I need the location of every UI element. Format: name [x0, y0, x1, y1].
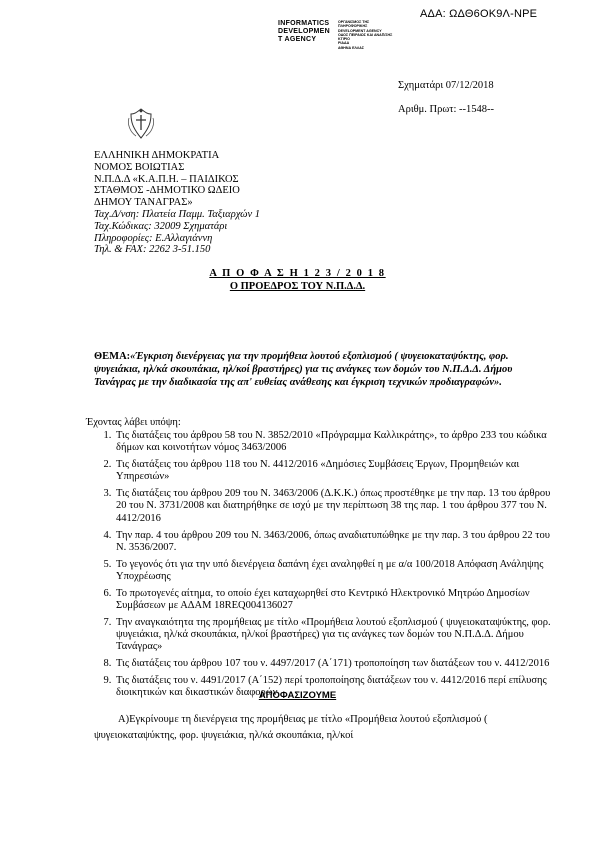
header-line: ΣΤΑΘΜΟΣ -ΔΗΜΟΤΙΚΟ ΩΔΕΙΟ: [94, 185, 240, 197]
subject-label: ΘΕΜΑ:: [94, 351, 131, 362]
postal-code-line: Ταχ.Κώδικας: 32009 Σχηματάρι: [94, 220, 228, 232]
phone-fax-line: Τηλ. & FAX: 2262 3-51.150: [94, 244, 211, 256]
considerations-intro: Έχοντας λάβει υπόψη:: [86, 417, 181, 428]
header-line: Ν.Π.Δ.Δ «Κ.Α.Π.Η. – ΠΑΙΔΙΚΟΣ: [94, 173, 239, 185]
protocol-number: Αριθμ. Πρωτ: --1548--: [398, 104, 495, 115]
logo-greek-text: ΟΡΓΑΝΙΣΜΟΣ ΤΗΣ ΠΛΗΡΟΦΟΡΙΚΗΣ DEVELOPMENT AGENCY ΟΔΟΣ ΠΕΙΡΑΙΩΣ ΚΑΙ ΑΝΑΠ/ΣΗΣ ΚΤΙΡΙΟ ΡΙΑΔΑ ΑΘΗΝΑ ΕΛΛΑΣ: [338, 20, 393, 50]
info-contact-line: Πληροφορίες: Ε.Αλλαγιάννη: [94, 232, 213, 244]
header-line: ΝΟΜΟΣ ΒΟΙΩΤΙΑΣ: [94, 161, 185, 173]
decision-number: Α Π Ο Φ Α Σ Η 1 2 3 / 2 0 1 8: [209, 268, 386, 279]
document-date: Σχηματάρι 07/12/2018: [398, 80, 494, 91]
header-line: ΕΛΛΗΝΙΚΗ ΔΗΜΟΚΡΑΤΙΑ: [94, 150, 220, 161]
logo-english-text: INFORMATICS DEVELOPMEN T AGENCY: [278, 20, 331, 43]
decision-paragraph: Α)Εγκρίνουμε τη διενέργεια της προμήθειας με τίτλο «Προμήθεια λουτού εξοπλισμού ( ψυγειοκαταψύκτης, φορ. ψυγειάκια, ηλ/κά σκουπάκια, ηλ/κοί: [94, 714, 488, 741]
list-item: 8. Τις διατάξεις του άρθρου 107 του ν. 4497/2017 (Α΄171) τροποποίηση των διατάξεων του ν. 4412/2016: [114, 658, 554, 670]
list-item: 7. Την αναγκαιότητα της προμήθειας με τίτλο «Προμήθεια λουτού εξοπλισμού ( ψυγειοκαταψύκτης, φορ. ψυγειάκια, ηλ/κά σκουπάκια, ηλ/κοί βραστήρες) για τις ανάγκες των δομών του Ν.Π.Δ.Δ. Δήμου Τανάγρας»: [114, 617, 554, 654]
header-line: ΔΗΜΟΥ ΤΑΝΑΓΡΑΣ»: [94, 197, 193, 209]
list-item: 9. Τις διατάξεις του ν. 4491/2017 (Α΄152) περί τροποποίησης διατάξεων του ν. 4412/2016 περί επίλυσης διοικητικών και δικαστικών διαφορών: [114, 675, 554, 700]
considerations-list: [94, 430, 554, 704]
list-item: 5. Το γεγονός ότι για την υπό διενέργεια δαπάνη έχει αναληφθεί η με α/α 100/2018 Απόφαση Ανάληψης Υποχρέωσης: [114, 559, 554, 584]
list-item: 3. Τις διατάξεις του άρθρου 209 του Ν. 3463/2006 (Δ.Κ.Κ.) όπως προστέθηκε με την παρ. 13 του άρθρου 20 του Ν. 3731/2008 και διατηρήθηκε σε ισχύ με την περίπτωση 38 της παρ. 1 του άρθρου 377 του Ν. 4412/2016: [114, 488, 554, 525]
decision-title: [0, 268, 595, 293]
list-item: 2. Τις διατάξεις του άρθρου 118 του Ν. 4412/2016 «Δημόσιες Συμβάσεις Έργων, Προμηθειών και Υπηρεσιών»: [114, 459, 554, 484]
subject-block: [94, 350, 532, 390]
greek-coat-of-arms-icon: [126, 106, 156, 142]
issuer-header: [94, 150, 260, 256]
diavgeia-logo: [278, 20, 398, 50]
decide-heading: ΑΠΟΦΑΣΙΖΟΥΜΕ: [258, 690, 337, 701]
decision-issuer: Ο ΠΡΟΕΔΡΟΣ ΤΟΥ Ν.Π.Δ.Δ.: [229, 280, 366, 292]
list-item: 1. Τις διατάξεις του άρθρου 58 του Ν. 3852/2010 «Πρόγραμμα Καλλικράτης», το άρθρο 233 του κώδικα δήμων και κοινοτήτων νόμος 3463/2006: [114, 430, 554, 455]
address-line: Ταχ.Δ/νση: Πλατεία Παμμ. Ταξιαρχών 1: [94, 208, 260, 220]
list-item: 4. Την παρ. 4 του άρθρου 209 του Ν. 3463/2006, όπως αναδιατυπώθηκε με την παρ. 3 του άρθρου 22 του Ν. 3536/2007.: [114, 530, 554, 555]
list-item: 6. Το πρωτογενές αίτημα, το οποίο έχει καταχωρηθεί στο Κεντρικό Ηλεκτρονικό Μητρώο Δημοσίων Συμβάσεων με ΑΔΑΜ 18REQ004136027: [114, 588, 554, 613]
subject-text: «Έγκριση διενέργειας για την προμήθεια λουτού εξοπλισμού ( ψυγειοκαταψύκτης, φορ. ψυγειάκια, ηλ/κά σκουπάκια, ηλ/κοί βραστήρες) για τις ανάγκες των δομών του Ν.Π.Δ.Δ. Δήμου Τανάγρας με την διαδικασία της απ' ευθείας ανάθεσης και έγκριση τεχνικών προδιαγραφών».: [94, 351, 513, 389]
ada-code: ΑΔΑ: ΩΔΘ6ΟΚ9Λ-ΝΡΕ: [420, 8, 538, 20]
